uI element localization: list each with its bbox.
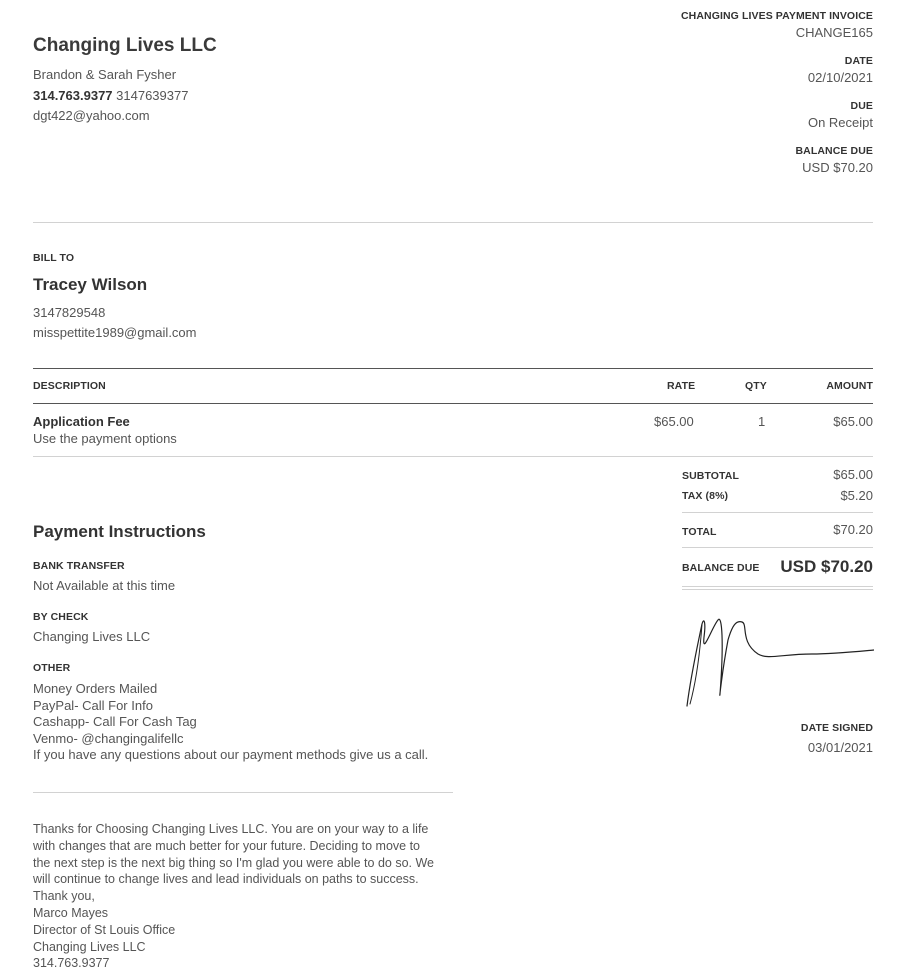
- note-line: 314.763.9377: [33, 956, 110, 971]
- by-check-text: Changing Lives LLC: [33, 629, 151, 644]
- table-bottom-rule: [33, 456, 873, 457]
- col-qty: QTY: [745, 380, 767, 392]
- item-title: Application Fee: [33, 414, 130, 429]
- company-contact: Brandon & Sarah Fysher: [33, 67, 177, 82]
- col-rate: RATE: [667, 380, 696, 392]
- invoice-date: 02/10/2021: [807, 70, 873, 85]
- bill-to-phone: 3147829548: [33, 305, 106, 320]
- company-phone-alt: 3147639377: [116, 88, 189, 103]
- balance-rule-2: [682, 589, 873, 590]
- note-line: the next step is the next big thing so I'm glad you were able to do so. We: [33, 855, 435, 870]
- company-phone-primary: 314.763.9377: [33, 88, 113, 103]
- by-check-label: BY CHECK: [33, 611, 89, 623]
- balance-due-label: BALANCE DUE: [795, 145, 873, 157]
- note-line: Thanks for Choosing Changing Lives LLC. You are on your way to a life: [33, 822, 429, 836]
- list-item: Cashapp- Call For Cash Tag: [33, 714, 197, 730]
- invoice-date-label: DATE: [844, 55, 873, 67]
- table-top-rule: [33, 368, 873, 369]
- balance-label: BALANCE DUE: [682, 562, 760, 574]
- tax-value: $5.20: [840, 488, 873, 503]
- invoice-due-label: DUE: [850, 100, 873, 112]
- item-amount: $65.00: [833, 414, 873, 429]
- company-phones: [33, 88, 188, 104]
- note-line: will continue to change lives and lead individuals on paths to success.: [33, 872, 419, 887]
- balance-due-value: USD $70.20: [802, 160, 873, 175]
- date-signed-value: 03/01/2021: [807, 740, 873, 755]
- total-label: TOTAL: [682, 526, 717, 538]
- notes-divider: [33, 792, 453, 793]
- tax-label: TAX (8%): [682, 490, 729, 502]
- note-line: with changes that are much better for your future. Deciding to move to: [33, 838, 421, 853]
- note-line: Thank you,: [33, 889, 95, 904]
- totals-divider: [682, 512, 873, 513]
- bank-transfer-label: BANK TRANSFER: [33, 560, 125, 572]
- subtotal-label: SUBTOTAL: [682, 470, 739, 482]
- total-value: $70.20: [833, 522, 873, 537]
- item-qty: 1: [758, 414, 766, 429]
- other-label: OTHER: [33, 662, 71, 674]
- invoice-title-label: CHANGING LIVES PAYMENT INVOICE: [680, 10, 873, 22]
- bill-to-name: Tracey Wilson: [33, 275, 148, 294]
- bank-transfer-text: Not Available at this time: [33, 578, 176, 593]
- payment-instructions-title: Payment Instructions: [33, 522, 206, 541]
- col-description: DESCRIPTION: [33, 380, 106, 392]
- header-divider: [33, 222, 873, 223]
- invoice-due: On Receipt: [807, 115, 873, 130]
- date-signed-label: DATE SIGNED: [800, 722, 873, 734]
- list-item: Money Orders Mailed: [33, 681, 158, 696]
- list-item: PayPal- Call For Info: [33, 697, 153, 713]
- table-header-rule: [33, 403, 873, 404]
- company-email: dgt422@yahoo.com: [33, 108, 150, 123]
- signature-image: [682, 612, 874, 712]
- list-item: Venmo- @changingalifellc: [33, 730, 184, 746]
- company-name: Changing Lives LLC: [33, 35, 217, 56]
- thank-you-note: [33, 821, 463, 972]
- note-line: Marco Mayes: [33, 905, 109, 920]
- bill-to-label: BILL TO: [33, 252, 75, 264]
- balance-value: USD $70.20: [780, 557, 873, 576]
- total-divider: [682, 547, 873, 548]
- note-line: Director of St Louis Office: [33, 922, 176, 937]
- item-subtitle: Use the payment options: [33, 431, 177, 446]
- list-item: If you have any questions about our payment methods give us a call.: [33, 747, 429, 763]
- invoice-number: CHANGE165: [795, 25, 873, 40]
- item-rate: $65.00: [654, 414, 694, 429]
- bill-to-email: misspettite1989@gmail.com: [33, 325, 197, 340]
- other-payment-list: [33, 681, 428, 764]
- invoice-meta: [613, 9, 873, 189]
- col-amount: AMOUNT: [826, 380, 873, 392]
- balance-rule-1: [682, 586, 873, 587]
- note-line: Changing Lives LLC: [33, 939, 146, 954]
- subtotal-value: $65.00: [833, 467, 873, 482]
